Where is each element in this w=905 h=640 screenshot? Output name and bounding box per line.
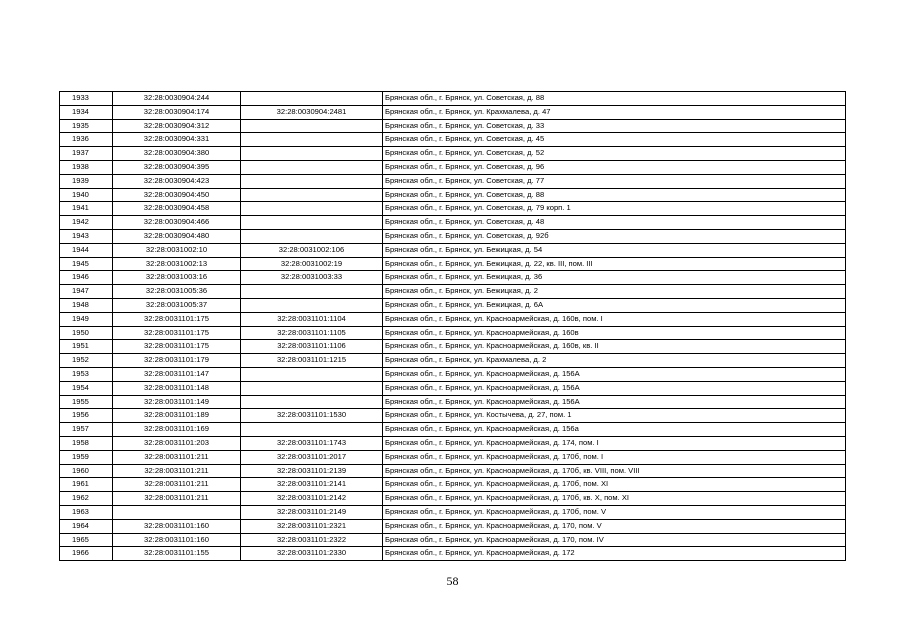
cadastral-number-cell: 32:28:0031002:10 [113,243,241,257]
address-cell: Брянская обл., г. Брянск, ул. Бежицкая, д. 36 [383,271,846,285]
cadastral-number-cell: 32:28:0031101:179 [113,354,241,368]
related-cadastral-number-cell [241,395,383,409]
related-cadastral-number-cell [241,381,383,395]
address-cell: Брянская обл., г. Брянск, ул. Костычева, д. 27, пом. 1 [383,409,846,423]
table-row [60,409,846,423]
address-cell: Брянская обл., г. Брянск, ул. Советская, д. 92б [383,229,846,243]
table-row [60,478,846,492]
table-row [60,119,846,133]
cadastral-number-cell: 32:28:0031101:160 [113,519,241,533]
address-cell: Брянская обл., г. Брянск, ул. Красноармейская, д. 170б, кв. X, пом. XI [383,492,846,506]
cadastral-number-cell: 32:28:0030904:244 [113,92,241,106]
table-row [60,395,846,409]
row-number-cell: 1937 [60,147,113,161]
address-cell: Брянская обл., г. Брянск, ул. Бежицкая, д. 22, кв. III, пом. III [383,257,846,271]
address-cell: Брянская обл., г. Брянск, ул. Бежицкая, д. 6А [383,298,846,312]
row-number-cell: 1938 [60,160,113,174]
related-cadastral-number-cell [241,298,383,312]
address-cell: Брянская обл., г. Брянск, ул. Красноармейская, д. 156А [383,367,846,381]
table-row [60,105,846,119]
address-cell: Брянская обл., г. Брянск, ул. Красноармейская, д. 160в, пом. I [383,312,846,326]
related-cadastral-number-cell: 32:28:0031101:1106 [241,340,383,354]
table-row [60,285,846,299]
cadastral-number-cell: 32:28:0031005:37 [113,298,241,312]
table-row [60,464,846,478]
cadastral-number-cell: 32:28:0031101:211 [113,492,241,506]
address-cell: Брянская обл., г. Брянск, ул. Красноармейская, д. 170б, пом. V [383,505,846,519]
table-row [60,133,846,147]
table-row [60,450,846,464]
address-cell: Брянская обл., г. Брянск, ул. Советская, д. 45 [383,133,846,147]
related-cadastral-number-cell [241,216,383,230]
related-cadastral-number-cell: 32:28:0031101:1105 [241,326,383,340]
related-cadastral-number-cell: 32:28:0031101:2142 [241,492,383,506]
cadastral-number-cell: 32:28:0031101:211 [113,464,241,478]
row-number-cell: 1964 [60,519,113,533]
row-number-cell: 1965 [60,533,113,547]
related-cadastral-number-cell: 32:28:0031101:1215 [241,354,383,368]
row-number-cell: 1950 [60,326,113,340]
address-cell: Брянская обл., г. Брянск, ул. Крахмалева, д. 2 [383,354,846,368]
related-cadastral-number-cell: 32:28:0030904:2481 [241,105,383,119]
table-row [60,229,846,243]
table-row [60,423,846,437]
related-cadastral-number-cell [241,202,383,216]
row-number-cell: 1941 [60,202,113,216]
address-cell: Брянская обл., г. Брянск, ул. Красноармейская, д. 174, пом. I [383,436,846,450]
related-cadastral-number-cell: 32:28:0031101:2321 [241,519,383,533]
address-cell: Брянская обл., г. Брянск, ул. Советская, д. 33 [383,119,846,133]
address-cell: Брянская обл., г. Брянск, ул. Красноармейская, д. 160в [383,326,846,340]
table-row [60,188,846,202]
address-cell: Брянская обл., г. Брянск, ул. Бежицкая, д. 2 [383,285,846,299]
row-number-cell: 1940 [60,188,113,202]
table-row [60,257,846,271]
related-cadastral-number-cell: 32:28:0031101:2141 [241,478,383,492]
page-number: 58 [446,574,459,588]
related-cadastral-number-cell [241,174,383,188]
row-number-cell: 1933 [60,92,113,106]
address-cell: Брянская обл., г. Брянск, ул. Советская, д. 52 [383,147,846,161]
cadastral-number-cell: 32:28:0031101:169 [113,423,241,437]
related-cadastral-number-cell [241,133,383,147]
address-cell: Брянская обл., г. Брянск, ул. Бежицкая, д. 54 [383,243,846,257]
table-row [60,505,846,519]
cadastral-number-cell: 32:28:0031101:211 [113,478,241,492]
row-number-cell: 1953 [60,367,113,381]
related-cadastral-number-cell [241,147,383,161]
address-cell: Брянская обл., г. Брянск, ул. Красноармейская, д. 170, пом. IV [383,533,846,547]
row-number-cell: 1951 [60,340,113,354]
row-number-cell: 1960 [60,464,113,478]
table-row [60,492,846,506]
address-cell: Брянская обл., г. Брянск, ул. Советская, д. 48 [383,216,846,230]
related-cadastral-number-cell: 32:28:0031003:33 [241,271,383,285]
cadastral-number-cell: 32:28:0030904:466 [113,216,241,230]
cadastral-number-cell: 32:28:0031101:175 [113,340,241,354]
table-row [60,202,846,216]
table-row [60,340,846,354]
address-cell: Брянская обл., г. Брянск, ул. Красноармейская, д. 156А [383,395,846,409]
related-cadastral-number-cell [241,285,383,299]
address-cell: Брянская обл., г. Брянск, ул. Красноармейская, д. 172 [383,547,846,561]
address-cell: Брянская обл., г. Брянск, ул. Советская, д. 96 [383,160,846,174]
table-row [60,160,846,174]
row-number-cell: 1934 [60,105,113,119]
address-cell: Брянская обл., г. Брянск, ул. Красноармейская, д. 170, пом. V [383,519,846,533]
cadastral-number-cell: 32:28:0031101:189 [113,409,241,423]
row-number-cell: 1935 [60,119,113,133]
property-table-body [60,92,846,561]
related-cadastral-number-cell: 32:28:0031101:2322 [241,533,383,547]
table-row [60,533,846,547]
property-table [59,91,846,561]
address-cell: Брянская обл., г. Брянск, ул. Красноармейская, д. 170б, пом. I [383,450,846,464]
row-number-cell: 1943 [60,229,113,243]
cadastral-number-cell [113,505,241,519]
related-cadastral-number-cell [241,423,383,437]
address-cell: Брянская обл., г. Брянск, ул. Красноармейская, д. 170б, пом. XI [383,478,846,492]
related-cadastral-number-cell [241,160,383,174]
cadastral-number-cell: 32:28:0031101:148 [113,381,241,395]
related-cadastral-number-cell: 32:28:0031002:19 [241,257,383,271]
related-cadastral-number-cell: 32:28:0031101:1743 [241,436,383,450]
row-number-cell: 1939 [60,174,113,188]
cadastral-number-cell: 32:28:0031002:13 [113,257,241,271]
cadastral-number-cell: 32:28:0030904:312 [113,119,241,133]
cadastral-number-cell: 32:28:0031101:203 [113,436,241,450]
address-cell: Брянская обл., г. Брянск, ул. Советская, д. 88 [383,188,846,202]
row-number-cell: 1957 [60,423,113,437]
cadastral-number-cell: 32:28:0030904:450 [113,188,241,202]
cadastral-number-cell: 32:28:0030904:395 [113,160,241,174]
related-cadastral-number-cell: 32:28:0031101:2017 [241,450,383,464]
row-number-cell: 1936 [60,133,113,147]
table-row [60,547,846,561]
related-cadastral-number-cell [241,92,383,106]
cadastral-number-cell: 32:28:0030904:331 [113,133,241,147]
row-number-cell: 1948 [60,298,113,312]
address-cell: Брянская обл., г. Брянск, ул. Советская, д. 79 корп. 1 [383,202,846,216]
table-row [60,381,846,395]
cadastral-number-cell: 32:28:0031101:175 [113,312,241,326]
table-row [60,519,846,533]
table-row [60,436,846,450]
row-number-cell: 1954 [60,381,113,395]
table-row [60,298,846,312]
related-cadastral-number-cell: 32:28:0031101:1104 [241,312,383,326]
row-number-cell: 1944 [60,243,113,257]
table-row [60,367,846,381]
cadastral-number-cell: 32:28:0031101:211 [113,450,241,464]
table-row [60,243,846,257]
cadastral-number-cell: 32:28:0031101:149 [113,395,241,409]
table-row [60,354,846,368]
row-number-cell: 1952 [60,354,113,368]
related-cadastral-number-cell: 32:28:0031101:1530 [241,409,383,423]
table-row [60,312,846,326]
related-cadastral-number-cell [241,119,383,133]
cadastral-number-cell: 32:28:0031101:147 [113,367,241,381]
cadastral-number-cell: 32:28:0030904:480 [113,229,241,243]
row-number-cell: 1945 [60,257,113,271]
cadastral-number-cell: 32:28:0030904:458 [113,202,241,216]
cadastral-number-cell: 32:28:0031101:155 [113,547,241,561]
cadastral-number-cell: 32:28:0031101:175 [113,326,241,340]
cadastral-number-cell: 32:28:0031101:160 [113,533,241,547]
related-cadastral-number-cell: 32:28:0031101:2330 [241,547,383,561]
row-number-cell: 1942 [60,216,113,230]
cadastral-number-cell: 32:28:0031003:16 [113,271,241,285]
address-cell: Брянская обл., г. Брянск, ул. Красноармейская, д. 156А [383,381,846,395]
related-cadastral-number-cell [241,367,383,381]
row-number-cell: 1956 [60,409,113,423]
row-number-cell: 1955 [60,395,113,409]
row-number-cell: 1962 [60,492,113,506]
row-number-cell: 1961 [60,478,113,492]
related-cadastral-number-cell [241,229,383,243]
table-row [60,271,846,285]
address-cell: Брянская обл., г. Брянск, ул. Красноармейская, д. 160в, кв. II [383,340,846,354]
cadastral-number-cell: 32:28:0030904:380 [113,147,241,161]
related-cadastral-number-cell: 32:28:0031002:106 [241,243,383,257]
table-row [60,174,846,188]
table-row [60,216,846,230]
related-cadastral-number-cell: 32:28:0031101:2139 [241,464,383,478]
row-number-cell: 1947 [60,285,113,299]
cadastral-number-cell: 32:28:0030904:423 [113,174,241,188]
table-row [60,147,846,161]
row-number-cell: 1949 [60,312,113,326]
address-cell: Брянская обл., г. Брянск, ул. Красноармейская, д. 156а [383,423,846,437]
cadastral-number-cell: 32:28:0031005:36 [113,285,241,299]
row-number-cell: 1963 [60,505,113,519]
address-cell: Брянская обл., г. Брянск, ул. Красноармейская, д. 170б, кв. VIII, пом. VIII [383,464,846,478]
table-row [60,326,846,340]
row-number-cell: 1958 [60,436,113,450]
table-row [60,92,846,106]
row-number-cell: 1966 [60,547,113,561]
row-number-cell: 1946 [60,271,113,285]
related-cadastral-number-cell [241,188,383,202]
related-cadastral-number-cell: 32:28:0031101:2149 [241,505,383,519]
address-cell: Брянская обл., г. Брянск, ул. Советская, д. 88 [383,92,846,106]
row-number-cell: 1959 [60,450,113,464]
address-cell: Брянская обл., г. Брянск, ул. Крахмалева, д. 47 [383,105,846,119]
address-cell: Брянская обл., г. Брянск, ул. Советская, д. 77 [383,174,846,188]
cadastral-number-cell: 32:28:0030904:174 [113,105,241,119]
